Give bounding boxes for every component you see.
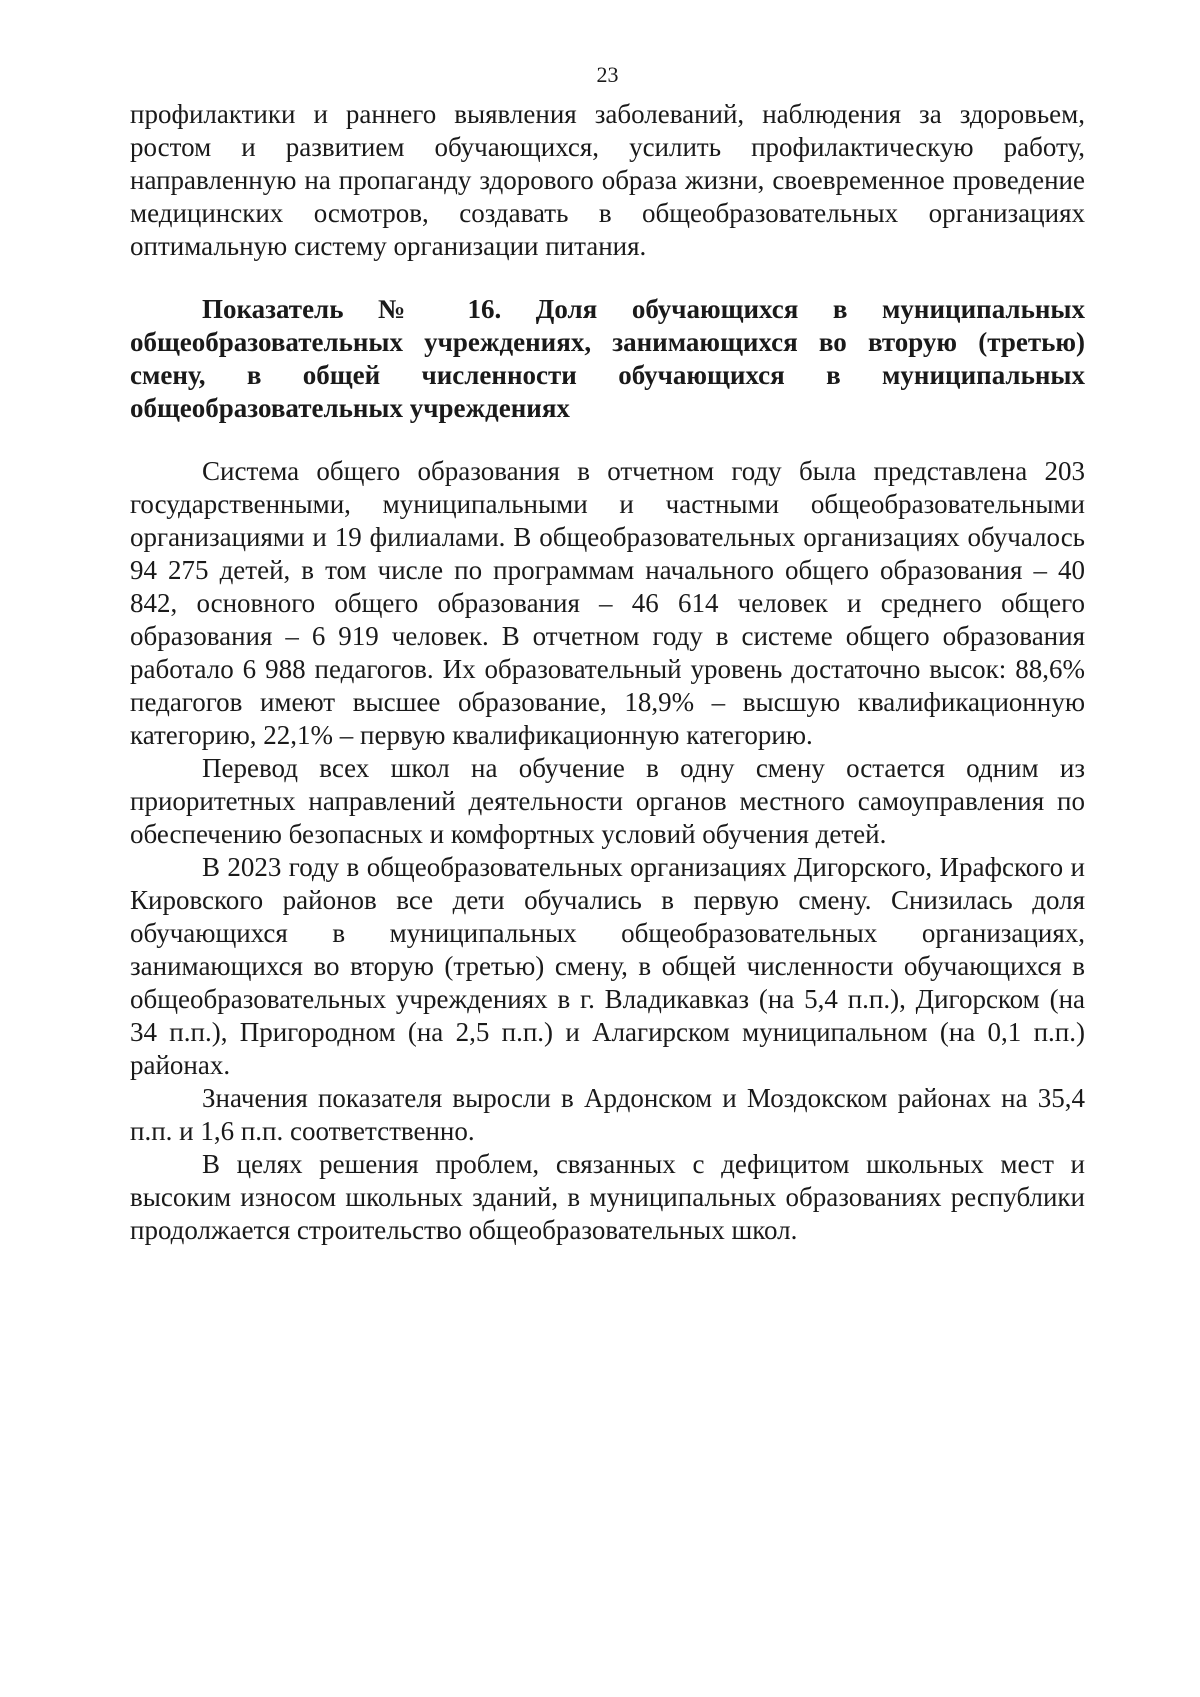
document-page: [130, 60, 1085, 1247]
paragraph-continuation: профилактики и раннего выявления заболеваний, наблюдения за здоровьем, ростом и развитием обучающихся, усилить профилактическую работу, направленную на пропаганду здорового образа жизни, своевременное проведение медицинских осмотров, создавать в общеобразовательных организациях оптимальную систему организации питания.: [130, 99, 1085, 261]
page-number: 23: [596, 62, 619, 87]
paragraph: Перевод всех школ на обучение в одну смену остается одним из приоритетных направлений деятельности органов местного самоуправления по обеспечению безопасных и комфортных условий обучения детей.: [130, 753, 1085, 849]
paragraph: В 2023 году в общеобразовательных организациях Дигорского, Ирафского и Кировского районов все дети обучались в первую смену. Снизилась доля обучающихся в муниципальных общеобразовательных организациях, занимающихся во вторую (третью) смену, в общей численности обучающихся в общеобразовательных учреждениях в г. Владикавказ (на 5,4 п.п.), Дигорском (на 34 п.п.), Пригородном (на 2,5 п.п.) и Алагирском муниципальном (на 0,1 п.п.) районах.: [130, 852, 1085, 1080]
paragraph: Значения показателя выросли в Ардонском и Моздокском районах на 35,4 п.п. и 1,6 п.п. соответственно.: [130, 1083, 1085, 1146]
section-heading: Показатель № 16. Доля обучающихся в муниципальных общеобразовательных учреждениях, занимающихся во вторую (третью) смену, в общей численности обучающихся в муниципальных общеобразовательных учреждениях: [130, 294, 1085, 423]
paragraph: Система общего образования в отчетном году была представлена 203 государственными, муниципальными и частными общеобразовательными организациями и 19 филиалами. В общеобразовательных организациях обучалось 94 275 детей, в том числе по программам начального общего образования – 40 842, основного общего образования – 46 614 человек и среднего общего образования – 6 919 человек. В отчетном году в системе общего образования работало 6 988 педагогов. Их образовательный уровень достаточно высок: 88,6% педагогов имеют высшее образование, 18,9% – высшую квалификационную категорию, 22,1% – первую квалификационную категорию.: [130, 456, 1085, 750]
paragraph: В целях решения проблем, связанных с дефицитом школьных мест и высоким износом школьных зданий, в муниципальных образованиях республики продолжается строительство общеобразовательных школ.: [130, 1149, 1085, 1245]
